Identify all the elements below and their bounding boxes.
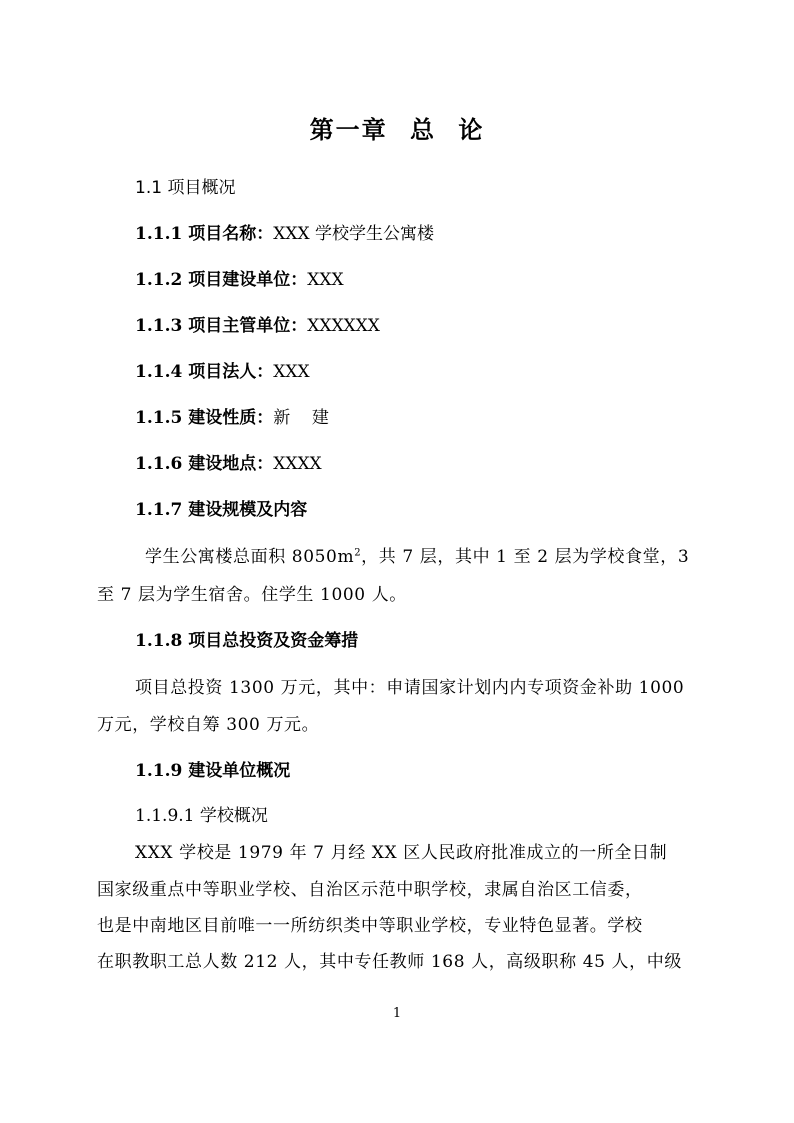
paragraph-investment-line-1: 项目总投资 1300 万元，其中：申请国家计划内内专项资金补助 1000	[135, 678, 685, 698]
paragraph-investment-line-2: 万元，学校自筹 300 万元。	[97, 715, 320, 735]
page-number: 1	[392, 1006, 402, 1021]
paragraph-scale-line-2: 至 7 层为学生宿舍。住学生 1000 人。	[97, 585, 407, 605]
item-value: XXXXXX	[307, 316, 380, 336]
scale-text-post: ，共 7 层，其中 1 至 2 层为学校食堂，3	[361, 547, 690, 567]
area-unit-superscript: 2	[354, 547, 362, 559]
item-label: 1.1.2 项目建设单位：	[135, 270, 308, 290]
item-value: XXXX	[273, 454, 322, 474]
item-construction-location	[135, 449, 322, 474]
paragraph-school-line-1: XXX 学校是 1979 年 7 月经 XX 区人民政府批准成立的一所全日制	[135, 843, 668, 863]
item-label: 1.1.3 项目主管单位：	[135, 316, 308, 336]
item-project-name	[135, 219, 434, 244]
item-value: XXX 学校学生公寓楼	[273, 224, 434, 244]
item-label: 1.1.5 建设性质：	[135, 408, 274, 428]
section-heading-1-1-9: 1.1.9 建设单位概况	[135, 761, 291, 781]
item-value: XXX	[273, 362, 310, 382]
section-heading-1-1: 1.1 项目概况	[135, 178, 236, 198]
chapter-title: 第一章 总 论	[309, 116, 485, 144]
item-construction-unit	[135, 265, 344, 290]
item-value: XXX	[307, 270, 344, 290]
paragraph-school-line-3: 也是中南地区目前唯一一所纺织类中等职业学校，专业特色显著。学校	[97, 916, 643, 936]
item-label: 1.1.1 项目名称：	[135, 224, 274, 244]
item-legal-person	[135, 357, 310, 382]
item-value: 新 建	[273, 408, 329, 428]
item-construction-nature	[135, 403, 329, 428]
subsection-heading-1-1-9-1: 1.1.9.1 学校概况	[135, 806, 268, 826]
section-heading-1-1-7: 1.1.7 建设规模及内容	[135, 500, 308, 520]
item-supervising-unit	[135, 311, 380, 336]
paragraph-school-line-2: 国家级重点中等职业学校、自治区示范中职学校，隶属自治区工信委，	[97, 880, 643, 900]
scale-text-pre: 学生公寓楼总面积 8050m	[145, 547, 355, 567]
item-label: 1.1.4 项目法人：	[135, 362, 274, 382]
paragraph-scale-line-1	[97, 542, 717, 567]
item-label: 1.1.6 建设地点：	[135, 454, 274, 474]
paragraph-school-line-4: 在职教职工总人数 212 人，其中专任教师 168 人，高级职称 45 人，中级	[97, 952, 682, 972]
section-heading-1-1-8: 1.1.8 项目总投资及资金筹措	[135, 631, 359, 651]
